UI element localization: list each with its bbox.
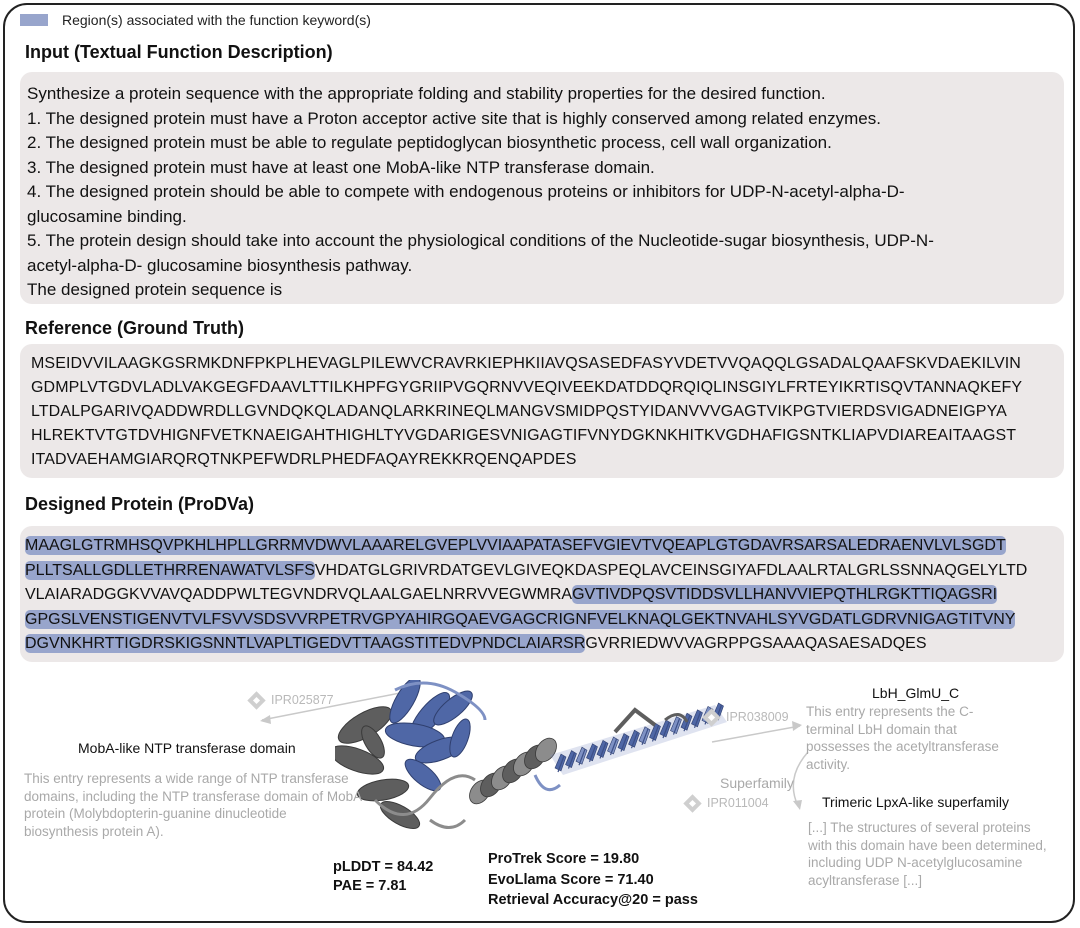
input-title: Input (Textual Function Description) (25, 42, 333, 62)
lbh-arrowhead (792, 721, 802, 731)
retrieval-metric: Retrieval Accuracy@20 = pass (488, 892, 698, 908)
reference-seq-line: LTDALPGARIVQADDWRDLLGVNDQKQLADANQLARKRINEQLMANGVSMIDPQSTYIDANVVVGAGTVIKPGTVIERDSVIGADNEIGPYA (31, 403, 1007, 420)
tag-icon (702, 708, 720, 726)
input-line: glucosamine binding. (27, 206, 187, 226)
input-line: acetyl-alpha-D- glucosamine biosynthesis pathway. (27, 255, 413, 275)
ipr-tag-lbh (705, 710, 789, 724)
tag-icon (683, 794, 701, 812)
lpxa-superfamily-name: Trimeric LpxA-like superfamily (822, 794, 1009, 810)
input-line: 3. The designed protein must have at least one MobA-like NTP transferase domain. (27, 157, 655, 177)
input-line: 2. The designed protein must be able to regulate peptidoglycan biosynthetic process, cell wall organization. (27, 133, 832, 152)
linker-helix (465, 734, 561, 808)
plain-region: VHDATGLGRIVRDATGEVLGIVEQKDASPEQLAVCEINSGIYAFDLAALRTALGRLSSNNAQGELYLTD (314, 561, 1028, 579)
ipr-tag-mobA (250, 693, 334, 707)
ipr-id: IPR025877 (271, 693, 334, 707)
reference-seq-line: HLREKTVTGTDVHIGNFVETKNAEIGAHTHIGHLTYVGDARIGESVNIGAGTIFVNYDGKNKHITKVGDHAFIGSNTKLIAPVDIAREAITAAGST (31, 427, 1017, 444)
plain-region: VLAIARADGGKVVAVQADDPWLTEGVNDRVQLAALGAELNRRVVEGWMRA (25, 586, 573, 603)
loop (430, 820, 465, 828)
protrek-metric: ProTrek Score = 19.80 (488, 851, 640, 867)
mobA-domain-desc: This entry represents a wide range of NTP transferase domains, including the NTP transferase domain of MobA protein (Molybdopterin-guanine dinucleotide biosynthesis protein A). (24, 771, 362, 839)
tag-icon (247, 691, 265, 709)
lpxa-superfamily-desc: [...] The structures of several proteins with this domain have been determined, including UDP N-acetylglucosamine acyltransferase [...] (808, 820, 1047, 888)
input-line: 4. The designed protein should be able to compete with endogenous proteins or inhibitors for UDP-N-acetyl-alpha-D- (27, 182, 905, 201)
protein-structure (335, 680, 735, 845)
highlighted-region: GVTIVDPQSVTIDDSVLLHANVVIEPQTHLRGKTTIQAGSRI (572, 586, 998, 603)
lbh-domain-structure (535, 703, 727, 790)
mobA-arrowhead (260, 715, 271, 724)
superfamily-arrowhead (793, 800, 802, 810)
pae-metric: PAE = 7.81 (333, 878, 407, 894)
input-line: The designed protein sequence is (27, 280, 283, 299)
plddt-metric: pLDDT = 84.42 (333, 859, 434, 875)
superfamily-label: Superfamily (720, 775, 794, 791)
ipr-tag-lpxa (686, 796, 769, 810)
highlighted-region: PLLTSALLGDLLETHRRENAWATVLSFS (25, 561, 315, 579)
evollama-metric: EvoLlama Score = 71.40 (488, 872, 654, 888)
input-line: Synthesize a protein sequence with the appropriate folding and stability properties for the desired function. (27, 84, 826, 103)
reference-seq-line: GDMPLVTGDVLADLVAKGEGFDAAVLTTILKHPFGYGRIIPVGQRNVVEQIVEEKDATDDQRQIQLINSGIYLFRTEYIKRTISQVTANNAQKEFY (31, 379, 1023, 396)
input-line: 1. The designed protein must have a Proton acceptor active site that is highly conserved among related enzymes. (27, 108, 881, 128)
reference-seq-line: ITADVAEHAMGIARQRQTNKPEFWDRLPHEDFAQAYREKKRQENQAPDES (31, 451, 577, 468)
lbh-domain-desc: This entry represents the C-terminal LbH domain that possesses the acetyltransferase activity. (806, 704, 999, 772)
ipr-id: IPR038009 (726, 710, 789, 724)
highlighted-region: DGVNKHRTTIGDRSKIGSNNTLVAPLTIGEDVTTAAGSTITEDVPNDCLAIARSR (25, 635, 586, 652)
reference-seq-line: MSEIDVVILAAGKGSRMKDNFPKPLHEVAGLPILEWVCRAVRKIEPHKIIAVQSASEDFASYVDETVVQAQQLGSADALQAAFSKVDAEKILVIN (31, 355, 1021, 372)
input-line: 5. The protein design should take into account the physiological conditions of the Nucleotide-sugar biosynthesis, UDP-N- (27, 231, 934, 250)
plain-region: GVRRIEDWVVAGRPPGSAAAQASAESADQES (585, 635, 927, 652)
mobA-domain-name: MobA-like NTP transferase domain (78, 740, 296, 756)
designed-title: Designed Protein (ProDVa) (25, 494, 255, 514)
ipr-id: IPR011004 (707, 796, 769, 810)
lbh-loop (535, 775, 560, 790)
lbh-domain-name: LbH_GlmU_C (872, 685, 960, 701)
reference-title: Reference (Ground Truth) (25, 318, 245, 338)
highlighted-region: GPGSLVENSTIGENVTVLFSVVSDSVVRPETRVGPYAHIRGQAEVGAGCRIGNFVELKNAQLGEKTNVAHLSYVGDATLGDRVNIGAGTITVNY (25, 610, 1016, 628)
legend-label: Region(s) associated with the function keyword(s) (62, 12, 371, 28)
highlighted-region: MAAGLGTRMHSQVPKHLHPLLGRRMVDWVLAAARELGVEPLVVIAAPATASEFVGIEVTVQEAPLGTGDAVRSARSALEDRAENVLVLSGDT (25, 537, 1006, 554)
